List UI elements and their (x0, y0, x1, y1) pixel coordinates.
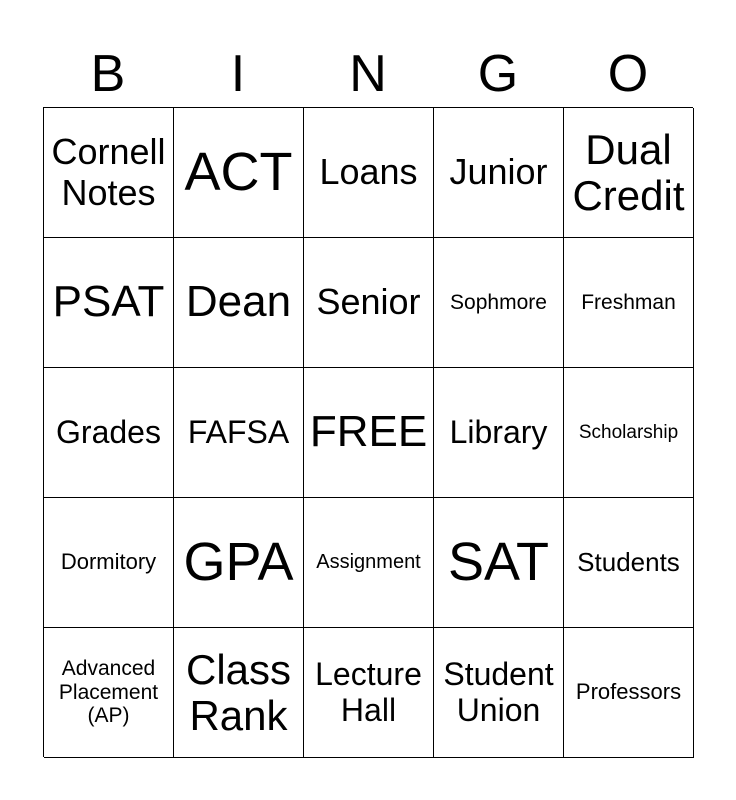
bingo-cell[interactable]: Library (434, 368, 564, 498)
bingo-cell[interactable]: Class Rank (174, 628, 304, 758)
bingo-cell[interactable]: FAFSA (174, 368, 304, 498)
header-letter-i: I (230, 45, 246, 103)
bingo-cell[interactable]: Advanced Placement (AP) (44, 628, 174, 758)
bingo-cell[interactable]: Dormitory (44, 498, 174, 628)
header-letter-o: O (607, 45, 649, 103)
bingo-cell[interactable]: Dual Credit (564, 108, 694, 238)
bingo-cell[interactable]: Cornell Notes (44, 108, 174, 238)
bingo-cell[interactable]: GPA (174, 498, 304, 628)
bingo-cell[interactable]: Senior (304, 238, 434, 368)
header-letter-b: B (90, 45, 126, 103)
bingo-cell[interactable]: Lecture Hall (304, 628, 434, 758)
bingo-cell[interactable]: Sophmore (434, 238, 564, 368)
bingo-cell[interactable]: Dean (174, 238, 304, 368)
bingo-cell[interactable]: Scholarship (564, 368, 694, 498)
bingo-cell[interactable]: FREE (304, 368, 434, 498)
bingo-cell[interactable]: Students (564, 498, 694, 628)
bingo-board (43, 107, 693, 757)
bingo-cell[interactable]: SAT (434, 498, 564, 628)
bingo-cell[interactable]: ACT (174, 108, 304, 238)
bingo-cell[interactable]: Freshman (564, 238, 694, 368)
bingo-header (43, 44, 693, 104)
bingo-cell[interactable]: Assignment (304, 498, 434, 628)
header-letter-g: G (477, 45, 519, 103)
bingo-cell[interactable]: Junior (434, 108, 564, 238)
header-letter-n: N (349, 45, 387, 103)
bingo-cell[interactable]: Professors (564, 628, 694, 758)
bingo-cell[interactable]: Student Union (434, 628, 564, 758)
bingo-cell[interactable]: Loans (304, 108, 434, 238)
bingo-cell[interactable]: Grades (44, 368, 174, 498)
bingo-cell[interactable]: PSAT (44, 238, 174, 368)
